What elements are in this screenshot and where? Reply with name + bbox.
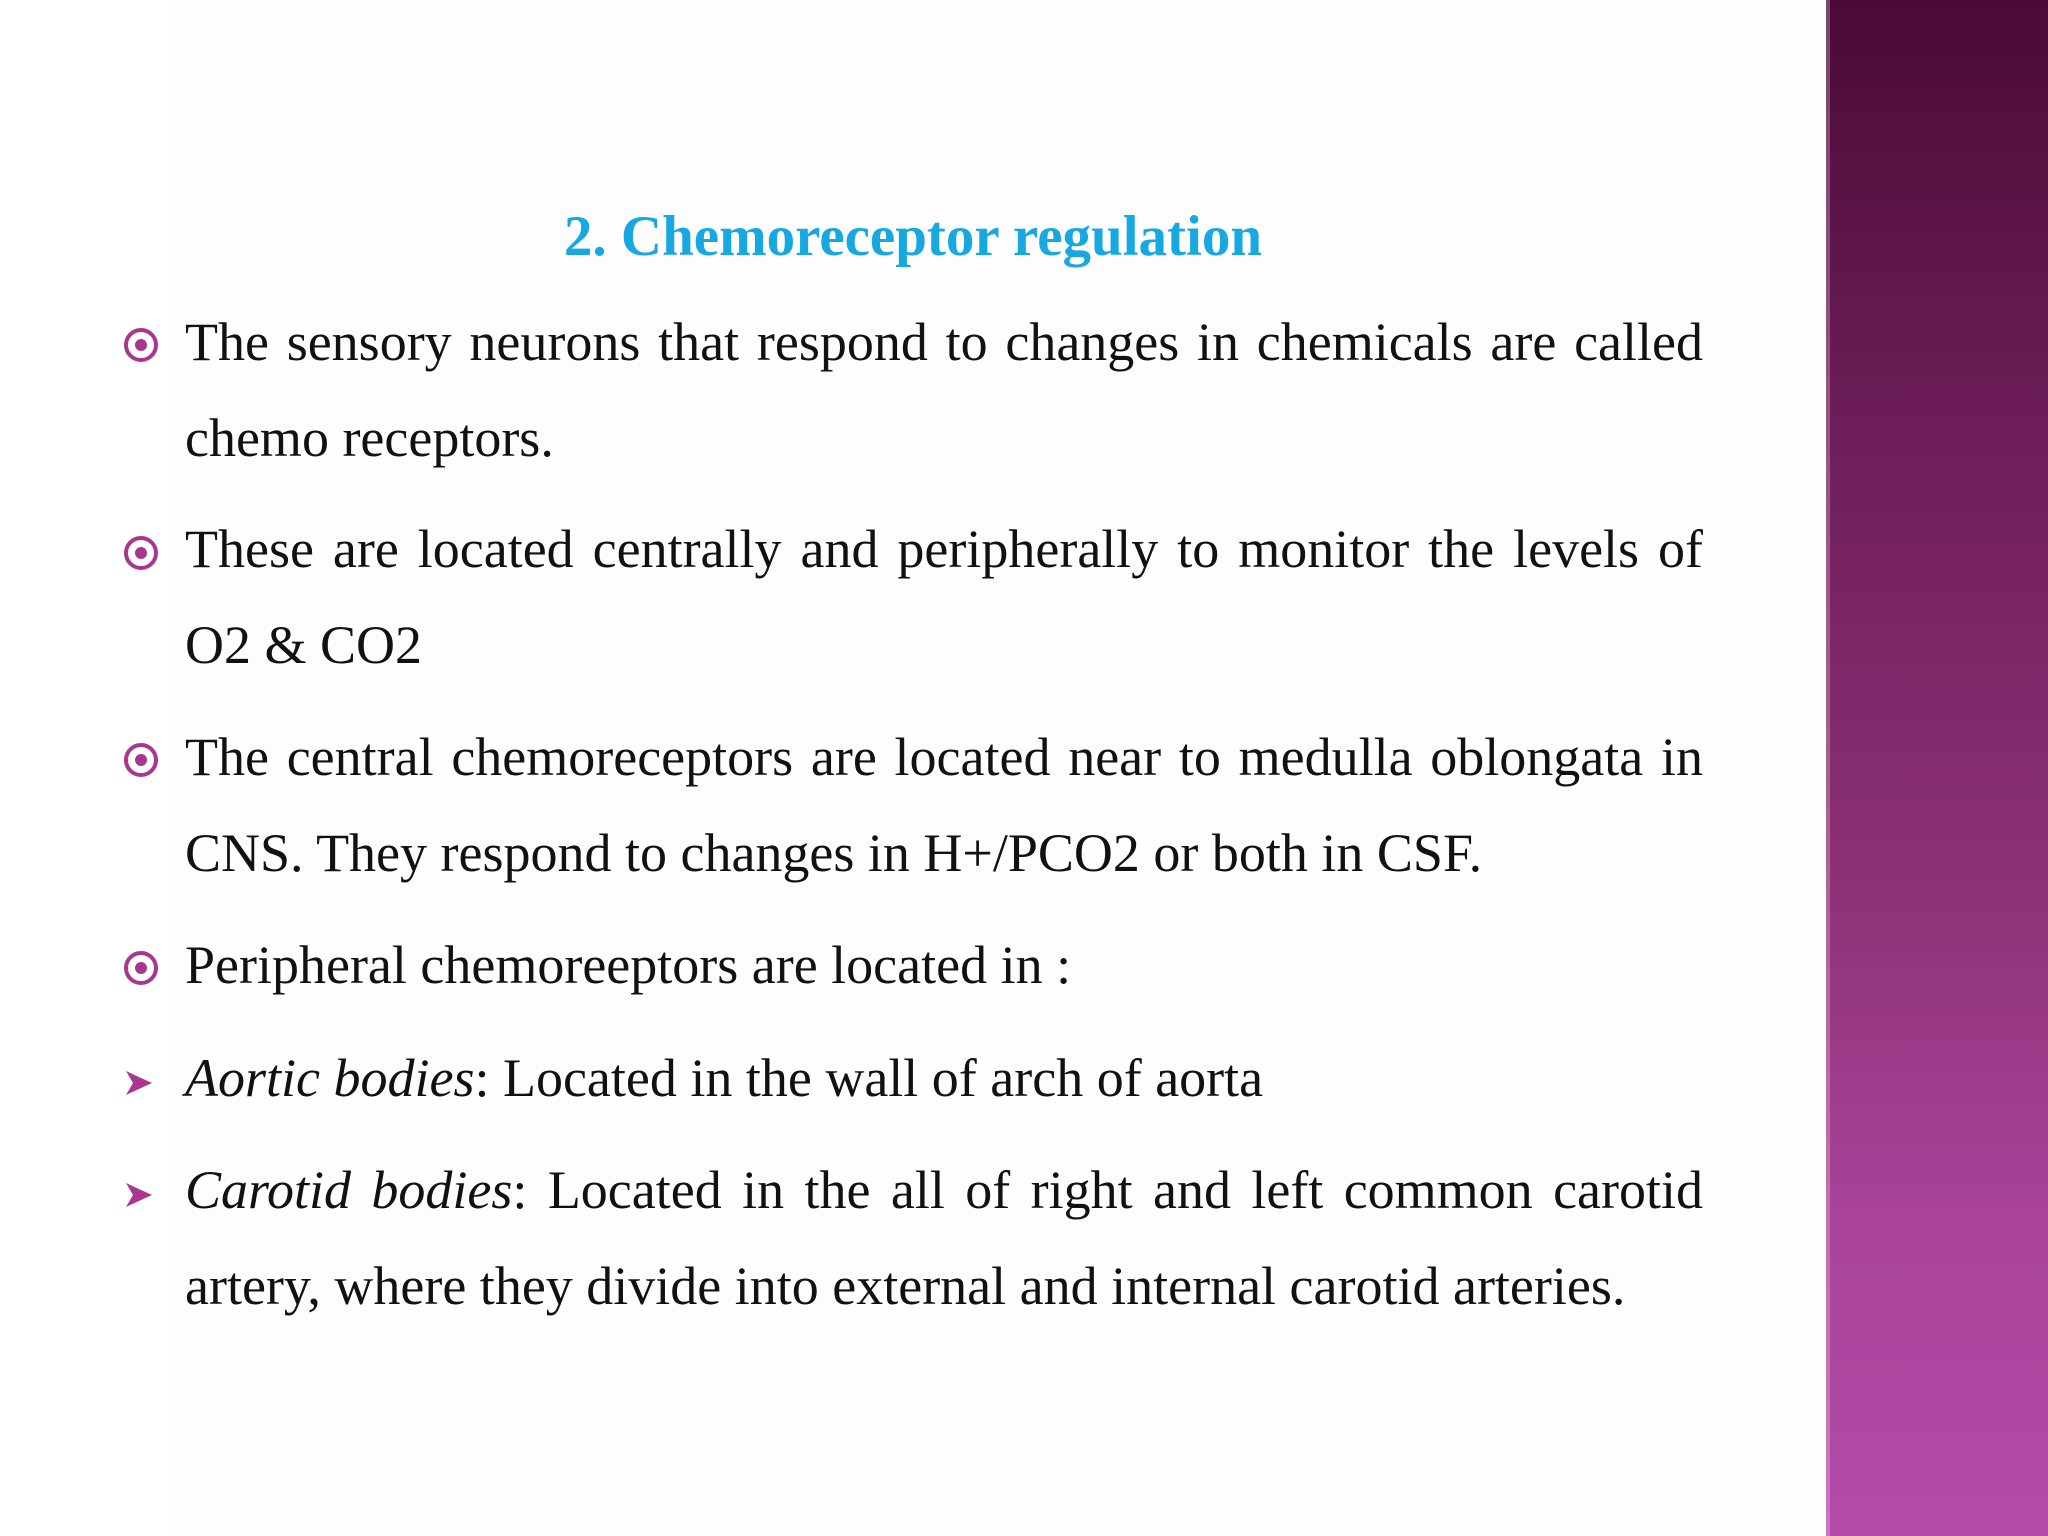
circle-dot-icon (124, 328, 158, 362)
bullet-item-3 (185, 709, 1703, 901)
bullet-text-1: The sensory neurons that respond to changes in chemicals are called chemo receptors. (185, 312, 1703, 468)
bullet-item-2 (185, 501, 1703, 693)
bullet-text-2: These are located centrally and peripherally to monitor the levels of O2 & CO2 (185, 519, 1703, 675)
sidebar-edge (1826, 0, 1830, 1536)
bullet-text-4: Peripheral chemoreeptors are located in : (185, 935, 1072, 995)
decorative-sidebar (1826, 0, 2048, 1536)
arrowhead-icon (124, 1180, 154, 1210)
bullet-term-5: Aortic bodies (185, 1048, 475, 1108)
circle-dot-icon (124, 536, 158, 570)
bullet-item-6 (185, 1142, 1703, 1334)
bullet-item-1 (185, 294, 1703, 486)
bullet-item-5 (185, 1030, 1703, 1126)
slide-title-text: 2. Chemoreceptor regulation (563, 205, 1263, 268)
slide-title (0, 202, 1826, 272)
arrowhead-icon (124, 1068, 154, 1098)
bullet-text-6: : Located in the all of right and left common carotid artery, where they divide into external and internal carotid arteries. (185, 1160, 1703, 1316)
circle-dot-icon (124, 951, 158, 985)
bullet-text-5: : Located in the wall of arch of aorta (474, 1048, 1264, 1108)
bullet-term-6: Carotid bodies (185, 1160, 513, 1220)
bullet-text-3: The central chemoreceptors are located near to medulla oblongata in CNS. They respond to changes in H+/PCO2 or both in CSF. (185, 727, 1703, 883)
circle-dot-icon (124, 743, 158, 777)
bullet-item-4 (185, 917, 1703, 1013)
